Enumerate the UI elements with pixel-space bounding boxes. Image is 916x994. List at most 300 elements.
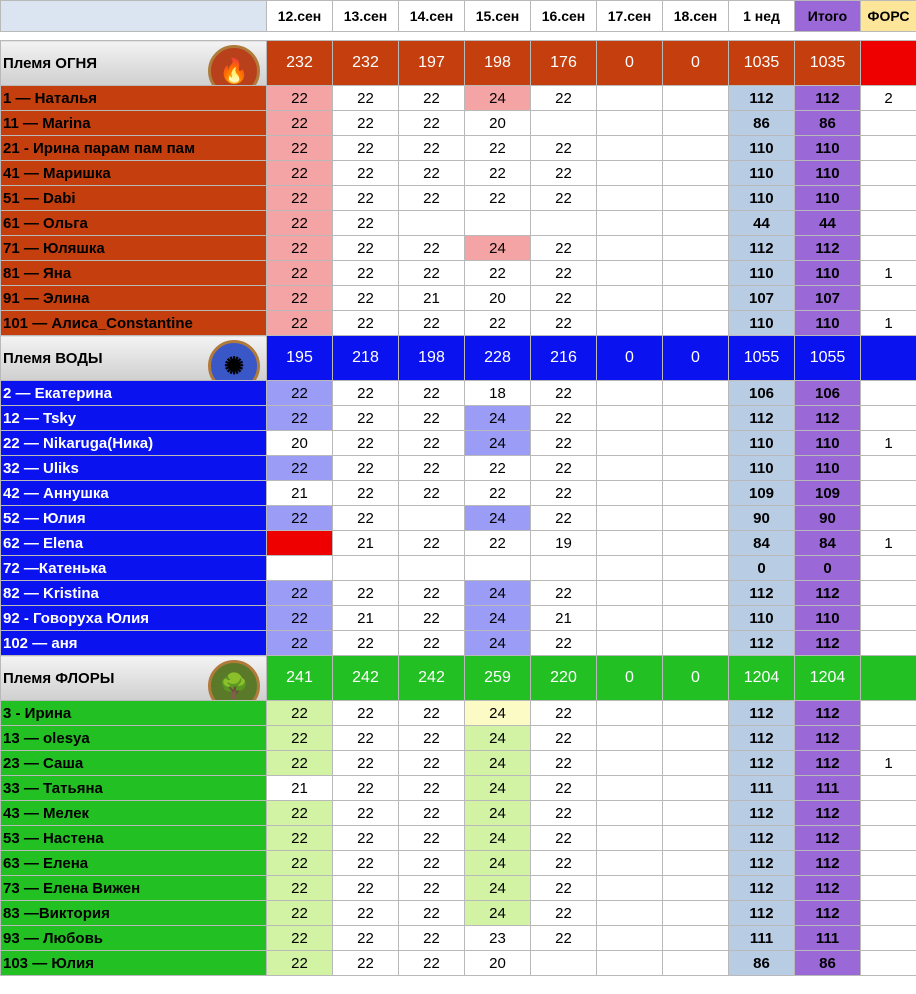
score-cell: 112 bbox=[729, 581, 795, 606]
column-header: 18.сен bbox=[663, 1, 729, 32]
score-cell: 24 bbox=[465, 506, 531, 531]
team-total-cell: 232 bbox=[267, 41, 333, 86]
score-cell: 22 bbox=[531, 136, 597, 161]
score-cell: 22 bbox=[267, 801, 333, 826]
member-name: 22 — Nikaruga(Ника) bbox=[1, 431, 267, 456]
score-cell: 90 bbox=[729, 506, 795, 531]
score-cell: 110 bbox=[729, 456, 795, 481]
score-cell bbox=[597, 456, 663, 481]
team-name-cell bbox=[1, 336, 267, 381]
team-total-cell: 1035 bbox=[795, 41, 861, 86]
score-cell: 22 bbox=[399, 381, 465, 406]
score-cell bbox=[861, 776, 916, 801]
column-header: 15.сен bbox=[465, 1, 531, 32]
spacer bbox=[1, 32, 916, 41]
score-cell: 112 bbox=[729, 726, 795, 751]
score-cell: 110 bbox=[795, 136, 861, 161]
score-cell: 110 bbox=[795, 606, 861, 631]
score-cell bbox=[465, 211, 531, 236]
score-cell: 22 bbox=[333, 236, 399, 261]
score-cell bbox=[663, 776, 729, 801]
score-cell bbox=[861, 701, 916, 726]
member-name: 52 — Юлия bbox=[1, 506, 267, 531]
score-cell bbox=[597, 901, 663, 926]
team-total-cell: 242 bbox=[333, 656, 399, 701]
score-cell: 22 bbox=[465, 531, 531, 556]
score-cell bbox=[597, 311, 663, 336]
score-cell: 20 bbox=[465, 951, 531, 976]
score-cell: 112 bbox=[729, 826, 795, 851]
score-cell: 110 bbox=[795, 261, 861, 286]
score-cell bbox=[597, 751, 663, 776]
score-cell: 22 bbox=[531, 431, 597, 456]
score-cell: 22 bbox=[333, 851, 399, 876]
score-cell bbox=[861, 236, 916, 261]
member-name: 42 — Аннушка bbox=[1, 481, 267, 506]
score-cell bbox=[597, 826, 663, 851]
team-total-cell: 0 bbox=[597, 41, 663, 86]
member-row bbox=[1, 136, 916, 161]
score-cell: 112 bbox=[729, 631, 795, 656]
score-cell: 0 bbox=[795, 556, 861, 581]
team-row-fire bbox=[1, 41, 916, 86]
score-cell bbox=[597, 701, 663, 726]
member-name: 63 — Елена bbox=[1, 851, 267, 876]
score-cell: 86 bbox=[795, 111, 861, 136]
score-cell bbox=[861, 851, 916, 876]
column-header: Итого bbox=[795, 1, 861, 32]
score-cell: 112 bbox=[729, 751, 795, 776]
score-cell: 22 bbox=[333, 901, 399, 926]
score-cell: 22 bbox=[399, 531, 465, 556]
score-cell: 110 bbox=[795, 186, 861, 211]
score-cell: 22 bbox=[267, 631, 333, 656]
member-row bbox=[1, 311, 916, 336]
score-cell: 110 bbox=[795, 311, 861, 336]
score-cell: 22 bbox=[333, 86, 399, 111]
score-cell: 112 bbox=[795, 581, 861, 606]
score-cell: 22 bbox=[267, 86, 333, 111]
member-row bbox=[1, 926, 916, 951]
team-total-cell: 1204 bbox=[795, 656, 861, 701]
score-cell: 22 bbox=[267, 236, 333, 261]
score-cell bbox=[663, 456, 729, 481]
score-cell bbox=[861, 456, 916, 481]
score-cell bbox=[861, 556, 916, 581]
member-name: 93 — Любовь bbox=[1, 926, 267, 951]
team-total-cell: 220 bbox=[531, 656, 597, 701]
score-cell bbox=[663, 751, 729, 776]
score-cell bbox=[597, 381, 663, 406]
team-total-cell: 198 bbox=[465, 41, 531, 86]
member-name: 73 — Елена Вижен bbox=[1, 876, 267, 901]
score-cell: 0 bbox=[729, 556, 795, 581]
score-cell: 110 bbox=[729, 261, 795, 286]
score-cell: 22 bbox=[333, 506, 399, 531]
score-cell bbox=[399, 211, 465, 236]
member-row bbox=[1, 286, 916, 311]
score-cell: 24 bbox=[465, 876, 531, 901]
score-cell bbox=[267, 556, 333, 581]
member-row bbox=[1, 161, 916, 186]
score-cell: 22 bbox=[333, 186, 399, 211]
score-cell: 22 bbox=[531, 826, 597, 851]
score-cell: 22 bbox=[267, 851, 333, 876]
score-cell: 22 bbox=[333, 926, 399, 951]
score-cell: 22 bbox=[267, 456, 333, 481]
column-header: ФОРС bbox=[861, 1, 916, 32]
score-cell bbox=[861, 286, 916, 311]
member-row bbox=[1, 751, 916, 776]
score-cell: 23 bbox=[465, 926, 531, 951]
score-cell: 110 bbox=[729, 136, 795, 161]
score-cell: 22 bbox=[333, 481, 399, 506]
score-cell bbox=[663, 826, 729, 851]
member-row bbox=[1, 481, 916, 506]
member-row bbox=[1, 406, 916, 431]
score-cell: 110 bbox=[729, 431, 795, 456]
header-blank-cell bbox=[1, 1, 267, 32]
score-cell: 22 bbox=[399, 86, 465, 111]
score-cell bbox=[861, 606, 916, 631]
score-cell: 112 bbox=[795, 406, 861, 431]
member-row bbox=[1, 951, 916, 976]
score-cell: 24 bbox=[465, 631, 531, 656]
score-cell bbox=[861, 186, 916, 211]
score-cell: 22 bbox=[531, 506, 597, 531]
score-cell: 110 bbox=[729, 311, 795, 336]
score-cell: 22 bbox=[333, 406, 399, 431]
team-total-cell: 0 bbox=[663, 656, 729, 701]
score-cell bbox=[663, 726, 729, 751]
score-cell: 110 bbox=[795, 431, 861, 456]
member-row bbox=[1, 701, 916, 726]
score-cell: 22 bbox=[531, 701, 597, 726]
column-header: 16.сен bbox=[531, 1, 597, 32]
score-cell: 112 bbox=[795, 236, 861, 261]
header-row bbox=[1, 1, 916, 32]
score-cell: 24 bbox=[465, 851, 531, 876]
score-cell: 112 bbox=[795, 876, 861, 901]
member-name: 32 — Uliks bbox=[1, 456, 267, 481]
score-cell: 111 bbox=[729, 776, 795, 801]
score-cell: 86 bbox=[729, 951, 795, 976]
score-cell bbox=[861, 381, 916, 406]
team-total-cell: 0 bbox=[597, 336, 663, 381]
team-total-cell: 197 bbox=[399, 41, 465, 86]
score-cell: 22 bbox=[399, 311, 465, 336]
column-header: 14.сен bbox=[399, 1, 465, 32]
score-cell: 107 bbox=[729, 286, 795, 311]
score-cell: 22 bbox=[267, 926, 333, 951]
score-cell: 22 bbox=[333, 876, 399, 901]
score-cell: 24 bbox=[465, 801, 531, 826]
score-cell: 22 bbox=[399, 581, 465, 606]
score-cell bbox=[663, 606, 729, 631]
score-cell bbox=[663, 926, 729, 951]
team-total-cell: 176 bbox=[531, 41, 597, 86]
water-emblem-icon: ✺ bbox=[208, 340, 260, 381]
score-cell: 22 bbox=[465, 161, 531, 186]
score-cell: 22 bbox=[333, 111, 399, 136]
score-cell bbox=[861, 161, 916, 186]
score-cell: 112 bbox=[795, 751, 861, 776]
score-cell bbox=[663, 161, 729, 186]
score-cell bbox=[597, 876, 663, 901]
team-total-cell: 195 bbox=[267, 336, 333, 381]
score-cell: 22 bbox=[333, 826, 399, 851]
score-cell bbox=[333, 556, 399, 581]
team-total-cell: 218 bbox=[333, 336, 399, 381]
score-cell: 22 bbox=[399, 431, 465, 456]
spacer-row bbox=[1, 32, 916, 41]
score-cell: 22 bbox=[531, 876, 597, 901]
team-total-cell: 1204 bbox=[729, 656, 795, 701]
score-cell: 21 bbox=[333, 531, 399, 556]
score-cell: 22 bbox=[531, 236, 597, 261]
score-cell: 22 bbox=[333, 136, 399, 161]
member-name: 23 — Саша bbox=[1, 751, 267, 776]
team-total-cell: 1035 bbox=[729, 41, 795, 86]
team-total-cell: 242 bbox=[399, 656, 465, 701]
score-cell bbox=[663, 631, 729, 656]
score-cell: 21 bbox=[333, 606, 399, 631]
score-cell: 112 bbox=[729, 851, 795, 876]
score-cell: 22 bbox=[531, 186, 597, 211]
score-cell: 109 bbox=[795, 481, 861, 506]
team-total-cell bbox=[861, 336, 916, 381]
score-cell: 84 bbox=[795, 531, 861, 556]
score-cell bbox=[663, 481, 729, 506]
member-name: 91 — Элина bbox=[1, 286, 267, 311]
score-cell bbox=[597, 236, 663, 261]
score-cell bbox=[597, 286, 663, 311]
score-cell: 22 bbox=[531, 776, 597, 801]
score-cell bbox=[597, 581, 663, 606]
score-cell: 1 bbox=[861, 751, 916, 776]
score-cell: 22 bbox=[267, 406, 333, 431]
score-cell: 1 bbox=[861, 431, 916, 456]
score-cell: 22 bbox=[267, 876, 333, 901]
score-cell bbox=[597, 726, 663, 751]
score-cell: 22 bbox=[267, 211, 333, 236]
score-cell: 22 bbox=[531, 261, 597, 286]
member-row bbox=[1, 531, 916, 556]
member-name: 103 — Юлия bbox=[1, 951, 267, 976]
member-row bbox=[1, 211, 916, 236]
score-cell: 22 bbox=[267, 726, 333, 751]
score-cell bbox=[663, 111, 729, 136]
team-total-cell: 0 bbox=[663, 336, 729, 381]
score-cell: 111 bbox=[729, 926, 795, 951]
score-cell bbox=[597, 851, 663, 876]
score-cell: 22 bbox=[333, 751, 399, 776]
score-cell bbox=[663, 236, 729, 261]
score-cell bbox=[861, 801, 916, 826]
score-cell: 22 bbox=[531, 901, 597, 926]
score-cell: 21 bbox=[531, 606, 597, 631]
score-cell: 18 bbox=[465, 381, 531, 406]
score-cell: 22 bbox=[267, 581, 333, 606]
score-cell: 21 bbox=[267, 776, 333, 801]
score-cell: 22 bbox=[399, 111, 465, 136]
team-total-cell: 0 bbox=[663, 41, 729, 86]
member-row bbox=[1, 606, 916, 631]
score-cell: 22 bbox=[399, 876, 465, 901]
member-row bbox=[1, 431, 916, 456]
score-cell: 22 bbox=[333, 631, 399, 656]
member-name: 71 — Юляшка bbox=[1, 236, 267, 261]
score-cell bbox=[597, 481, 663, 506]
score-cell: 22 bbox=[267, 606, 333, 631]
member-name: 81 — Яна bbox=[1, 261, 267, 286]
score-cell: 112 bbox=[729, 801, 795, 826]
score-cell bbox=[861, 631, 916, 656]
score-cell: 22 bbox=[399, 261, 465, 286]
score-cell: 22 bbox=[531, 286, 597, 311]
member-name: 1 — Наталья bbox=[1, 86, 267, 111]
score-cell bbox=[663, 86, 729, 111]
score-cell bbox=[597, 136, 663, 161]
score-cell: 22 bbox=[267, 286, 333, 311]
member-name: 83 —Виктория bbox=[1, 901, 267, 926]
score-cell: 112 bbox=[729, 86, 795, 111]
score-cell bbox=[597, 631, 663, 656]
score-cell: 112 bbox=[729, 236, 795, 261]
score-cell: 22 bbox=[531, 311, 597, 336]
member-name: 61 — Ольга bbox=[1, 211, 267, 236]
column-header: 12.сен bbox=[267, 1, 333, 32]
score-cell bbox=[531, 111, 597, 136]
score-cell: 24 bbox=[465, 406, 531, 431]
score-cell bbox=[663, 406, 729, 431]
score-cell: 22 bbox=[399, 726, 465, 751]
score-cell bbox=[663, 851, 729, 876]
member-name: 41 — Маришка bbox=[1, 161, 267, 186]
score-cell bbox=[399, 556, 465, 581]
score-cell: 22 bbox=[333, 776, 399, 801]
score-cell: 22 bbox=[399, 161, 465, 186]
member-name: 72 —Катенька bbox=[1, 556, 267, 581]
score-cell: 110 bbox=[729, 186, 795, 211]
score-cell: 112 bbox=[795, 801, 861, 826]
score-cell: 20 bbox=[465, 286, 531, 311]
score-cell: 22 bbox=[465, 481, 531, 506]
score-cell: 22 bbox=[333, 311, 399, 336]
team-total-cell: 216 bbox=[531, 336, 597, 381]
member-row bbox=[1, 261, 916, 286]
member-row bbox=[1, 556, 916, 581]
score-cell: 22 bbox=[465, 136, 531, 161]
score-cell: 19 bbox=[531, 531, 597, 556]
score-cell: 2 bbox=[861, 86, 916, 111]
score-cell: 44 bbox=[795, 211, 861, 236]
member-name: 101 — Алиса_Constantine bbox=[1, 311, 267, 336]
score-cell bbox=[663, 431, 729, 456]
score-cell: 112 bbox=[795, 701, 861, 726]
score-cell: 22 bbox=[333, 581, 399, 606]
score-cell: 22 bbox=[531, 161, 597, 186]
score-cell: 22 bbox=[531, 481, 597, 506]
score-cell: 1 bbox=[861, 531, 916, 556]
score-cell bbox=[597, 926, 663, 951]
score-cell bbox=[663, 261, 729, 286]
score-cell bbox=[861, 111, 916, 136]
score-cell: 86 bbox=[729, 111, 795, 136]
score-cell: 84 bbox=[729, 531, 795, 556]
score-cell: 22 bbox=[531, 456, 597, 481]
team-total-cell bbox=[861, 656, 916, 701]
member-row bbox=[1, 506, 916, 531]
score-cell: 22 bbox=[333, 701, 399, 726]
score-cell: 22 bbox=[531, 581, 597, 606]
score-cell bbox=[663, 136, 729, 161]
score-cell: 22 bbox=[333, 161, 399, 186]
score-cell: 112 bbox=[795, 901, 861, 926]
member-row bbox=[1, 726, 916, 751]
member-row bbox=[1, 456, 916, 481]
score-cell: 22 bbox=[531, 631, 597, 656]
score-cell: 112 bbox=[729, 876, 795, 901]
team-total-cell bbox=[861, 41, 916, 86]
team-total-cell: 0 bbox=[597, 656, 663, 701]
score-cell bbox=[597, 531, 663, 556]
score-cell: 20 bbox=[267, 431, 333, 456]
score-cell: 22 bbox=[267, 381, 333, 406]
score-cell: 112 bbox=[795, 851, 861, 876]
score-cell bbox=[663, 311, 729, 336]
score-cell bbox=[861, 926, 916, 951]
score-cell bbox=[531, 556, 597, 581]
score-cell bbox=[597, 606, 663, 631]
score-cell bbox=[861, 406, 916, 431]
score-cell: 24 bbox=[465, 581, 531, 606]
score-cell: 106 bbox=[795, 381, 861, 406]
score-cell bbox=[663, 876, 729, 901]
score-cell bbox=[663, 901, 729, 926]
score-cell: 22 bbox=[399, 456, 465, 481]
score-cell: 112 bbox=[729, 701, 795, 726]
member-row bbox=[1, 776, 916, 801]
score-cell bbox=[663, 531, 729, 556]
member-name: 12 — Tsky bbox=[1, 406, 267, 431]
score-cell bbox=[663, 506, 729, 531]
score-cell: 22 bbox=[399, 901, 465, 926]
score-cell bbox=[531, 211, 597, 236]
score-cell bbox=[531, 951, 597, 976]
score-cell: 22 bbox=[399, 136, 465, 161]
column-header: 17.сен bbox=[597, 1, 663, 32]
score-cell bbox=[663, 381, 729, 406]
team-total-cell: 198 bbox=[399, 336, 465, 381]
score-cell: 22 bbox=[465, 311, 531, 336]
score-cell: 1 bbox=[861, 261, 916, 286]
score-cell: 24 bbox=[465, 751, 531, 776]
score-cell: 22 bbox=[531, 381, 597, 406]
score-cell: 22 bbox=[465, 261, 531, 286]
score-cell: 22 bbox=[333, 211, 399, 236]
score-cell: 22 bbox=[333, 261, 399, 286]
score-cell bbox=[597, 431, 663, 456]
score-cell: 1 bbox=[861, 311, 916, 336]
score-cell: 112 bbox=[729, 901, 795, 926]
score-cell: 22 bbox=[531, 926, 597, 951]
score-cell: 22 bbox=[333, 431, 399, 456]
team-row-water bbox=[1, 336, 916, 381]
score-cell: 22 bbox=[333, 286, 399, 311]
member-name: 102 — аня bbox=[1, 631, 267, 656]
member-name: 2 — Екатерина bbox=[1, 381, 267, 406]
